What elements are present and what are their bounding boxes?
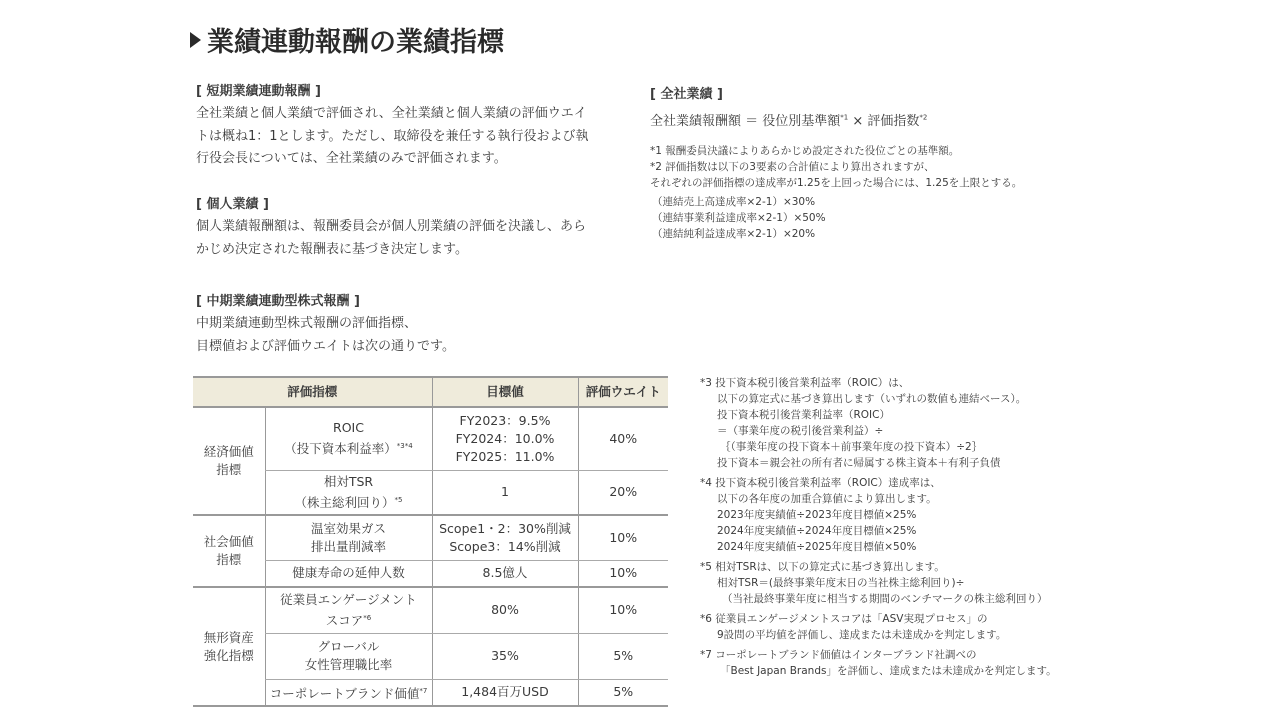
footnote-line: *4 投下資本税引後営業利益率（ROIC）達成率は、	[700, 477, 941, 489]
footnote-line: 2024年度実績値÷2024年度目標値×25%	[717, 525, 917, 537]
table-row	[193, 515, 668, 560]
footnote-ref: *1	[840, 113, 849, 122]
indicator-cell	[265, 633, 432, 679]
indicator-subname: 女性管理職比率	[304, 657, 393, 672]
footnote-ref: *2	[919, 113, 928, 122]
short-term-section	[196, 80, 626, 171]
indicator-subname: （株主総利回り）	[294, 494, 395, 510]
mid-term-section	[196, 290, 455, 358]
footnote-ref: *6	[363, 613, 372, 622]
individual-section	[196, 193, 586, 261]
text-line: 行役会長については、全社業績のみで評価されます。	[196, 151, 507, 166]
footnote-line: *3 投下資本税引後営業利益率（ROIC）は、	[700, 377, 910, 389]
note-line: *1 報酬委員決議によりあらかじめ設定された役位ごとの基準額。	[650, 145, 960, 157]
footnote	[700, 647, 1057, 679]
indicator-name: 相対TSR	[323, 473, 374, 489]
indicator-name: 温室効果ガス	[310, 520, 386, 536]
weight-cell: 40%	[578, 407, 668, 470]
company-section	[650, 83, 1022, 242]
indicator-name: コーポレートブランド価値	[269, 685, 420, 701]
target-cell	[432, 560, 578, 587]
indicator-subname: （投下資本利益率）	[284, 441, 397, 457]
weight-cell: 20%	[578, 470, 668, 515]
indicator-cell	[265, 470, 432, 515]
indicator-name: ROIC	[333, 420, 364, 436]
footnote-line: 相対TSR＝(最終事業年度末日の当社株主総利回り)÷	[717, 577, 965, 589]
text-line: 個人業績報酬額は、報酬委員会が個人別業績の評価を決議し、あら	[196, 219, 587, 234]
indicator-cell	[265, 587, 432, 633]
text-line: 全社業績と個人業績で評価され、全社業績と個人業績の評価ウエイ	[196, 106, 587, 121]
note-line: *2 評価指数は以下の3要素の合計値により算出されますが、	[650, 161, 935, 173]
table-row	[193, 470, 668, 515]
target-value: FY2024：10.0%	[455, 430, 555, 446]
footnote	[700, 475, 1057, 555]
page-title	[190, 20, 504, 59]
footnote-line: 以下の各年度の加重合算値により算出します。	[717, 493, 937, 505]
footnote-line: 9設問の平均値を評価し、達成または未達成かを判定します。	[717, 629, 1007, 641]
footnote	[700, 375, 1057, 471]
footnote	[700, 559, 1057, 607]
target-value: Scope1・2：30%削減	[439, 520, 571, 536]
section-heading: [ 短期業績連動報酬 ]	[196, 84, 321, 99]
target-cell	[432, 679, 578, 706]
target-value: 35%	[491, 648, 519, 663]
metrics-table	[193, 376, 668, 707]
weight-cell: 10%	[578, 560, 668, 587]
indicator-cell	[265, 515, 432, 560]
footnote-line: *7 コーポレートブランド価値はインターブランド社調べの	[700, 649, 977, 661]
indicator-cell	[265, 560, 432, 587]
footnote-ref: *3*4	[396, 442, 413, 451]
formula	[650, 110, 1022, 129]
formula-part: × 評価指数	[848, 114, 920, 129]
footnote-ref: *5	[394, 495, 403, 504]
target-value: 8.5億人	[482, 565, 528, 581]
target-cell	[432, 407, 578, 470]
formula-part: 全社業績報酬額 ＝ 役位別基準額	[650, 114, 841, 129]
indicator-cell	[265, 407, 432, 470]
text-line: 中期業績連動型株式報酬の評価指標、	[196, 316, 418, 331]
footnote-line: 投下資本税引後営業利益率（ROIC）	[717, 409, 890, 421]
weight-cell: 5%	[578, 679, 668, 706]
header-indicator: 評価指標	[193, 377, 432, 407]
table-row	[193, 560, 668, 587]
table-row	[193, 407, 668, 470]
header-weight: 評価ウエイト	[578, 377, 668, 407]
weight-cell: 10%	[578, 587, 668, 633]
factor-line: （連結純利益達成率×2-1）×20%	[652, 228, 816, 240]
footnote-line: 2024年度実績値÷2025年度目標値×50%	[717, 541, 917, 553]
footnote-line: 「Best Japan Brands」を評価し、達成または未達成かを判定します。	[720, 665, 1057, 677]
weight-cell: 10%	[578, 515, 668, 560]
footnote	[700, 611, 1057, 643]
section-heading: [ 個人業績 ]	[196, 197, 269, 212]
target-value: 1	[501, 484, 509, 500]
footnote-line: ＝（事業年度の税引後営業利益）÷	[717, 425, 884, 437]
footnote-line: ｛（事業年度の投下資本＋前事業年度の投下資本）÷2｝	[720, 441, 983, 453]
target-value: Scope3：14%削減	[449, 538, 561, 554]
footnote-line: 2023年度実績値÷2023年度目標値×25%	[717, 509, 917, 521]
footnote-line: 以下の算定式に基づき算出します（いずれの数値も連結ベース）。	[717, 393, 1027, 405]
indicator-subname: 排出量削減率	[310, 538, 386, 554]
footnote-line: *6 従業員エンゲージメントスコアは「ASV実現プロセス」の	[700, 613, 988, 625]
indicator-cell	[265, 679, 432, 706]
footnote-line: 投下資本＝親会社の所有者に帰属する株主資本＋有利子負債	[717, 457, 1001, 469]
target-value: FY2023：9.5%	[459, 412, 551, 428]
group-label: 社会価値 指標	[193, 515, 265, 587]
footnote-line: *5 相対TSRは、以下の算定式に基づき算出します。	[700, 561, 945, 573]
footnote-ref: *7	[419, 686, 428, 695]
target-cell	[432, 470, 578, 515]
indicator-name: グローバル	[317, 639, 380, 654]
text-line: かじめ決定された報酬表に基づき決定します。	[196, 241, 468, 257]
section-heading: [ 全社業績 ]	[650, 87, 723, 102]
text-line: 目標値および評価ウエイトは次の通りです。	[196, 338, 455, 354]
table-row	[193, 633, 668, 679]
table-header	[193, 377, 668, 407]
section-heading: [ 中期業績連動型株式報酬 ]	[196, 294, 360, 309]
target-value: 1,484百万USD	[461, 684, 549, 700]
factor-line: （連結事業利益達成率×2-1）×50%	[652, 212, 826, 224]
footnote-line: （当社最終事業年度に相当する期間のベンチマークの株主総利回り）	[722, 593, 1048, 605]
footnotes	[700, 375, 1057, 683]
table-row	[193, 587, 668, 633]
page-title-text: 業績連動報酬の業績指標	[207, 27, 504, 58]
note-line: それぞれの評価指標の達成率が1.25を上回った場合には、1.25を上限とする。	[650, 177, 1023, 189]
target-cell	[432, 515, 578, 560]
weight-cell: 5%	[578, 633, 668, 679]
target-cell	[432, 633, 578, 679]
target-cell	[432, 587, 578, 633]
target-value: FY2025：11.0%	[455, 448, 555, 464]
target-value: 80%	[491, 602, 519, 618]
group-label: 無形資産 強化指標	[193, 587, 265, 706]
text-line: トは概ね1：1とします。ただし、取締役を兼任する執行役および執	[196, 128, 589, 144]
group-label: 経済価値 指標	[193, 407, 265, 515]
indicator-name: 健康寿命の延伸人数	[292, 565, 405, 581]
indicator-name: 従業員エンゲージメント	[280, 591, 417, 607]
factor-line: （連結売上高達成率×2-1）×30%	[652, 196, 816, 208]
triangle-bullet-icon	[190, 32, 201, 48]
indicator-subname: スコア	[325, 612, 364, 628]
table-row	[193, 679, 668, 706]
header-target: 目標値	[432, 377, 578, 407]
